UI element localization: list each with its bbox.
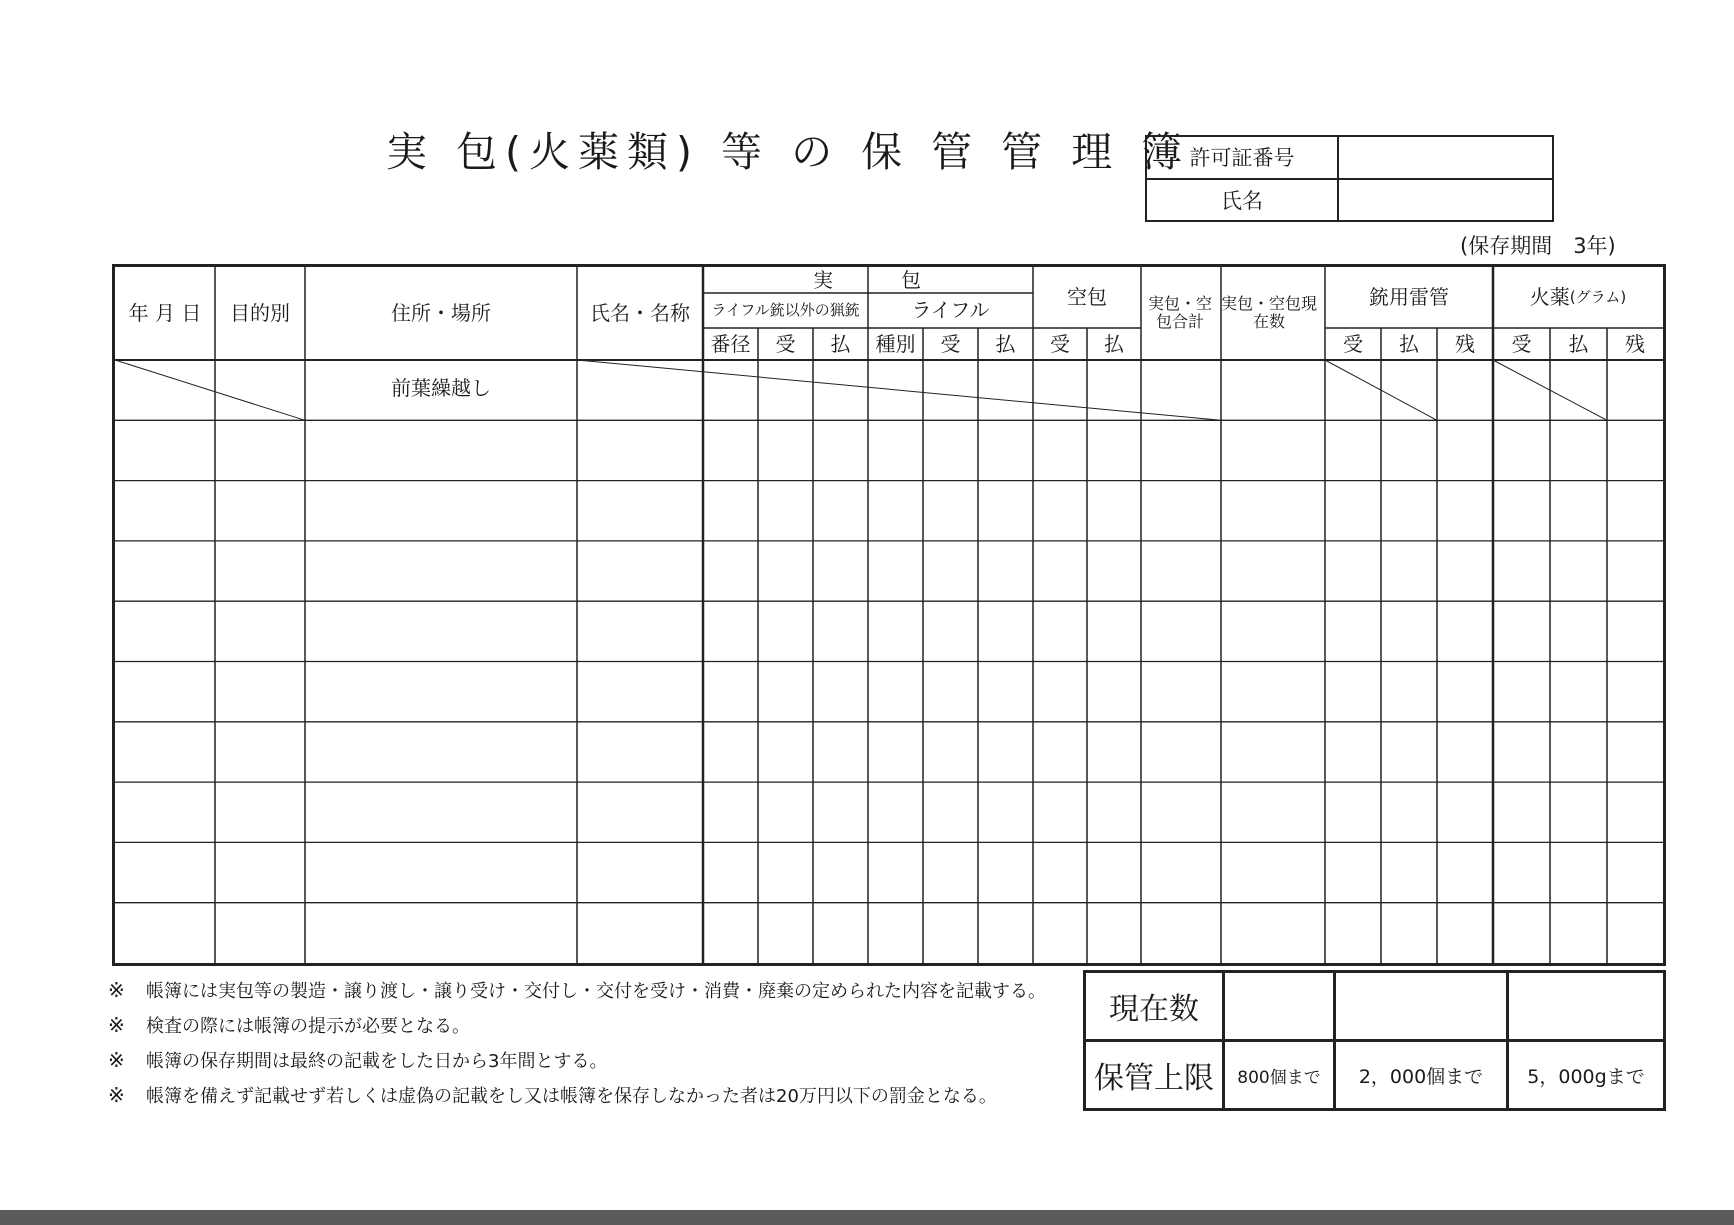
permit-info-box — [1145, 135, 1554, 222]
note-mark: ※ — [108, 1012, 125, 1037]
note-text: 帳簿の保存期間は最終の記載をした日から3年間とする。 — [146, 1050, 608, 1072]
holder-name-label: 氏名 — [1146, 179, 1338, 222]
summary-box — [1083, 970, 1666, 1111]
header-primer-receive: 受 — [1343, 331, 1363, 356]
current-ammo-field[interactable] — [1224, 972, 1335, 1041]
note-item — [108, 972, 1083, 1007]
note-text: 帳簿を備えず記載せず若しくは虚偽の記載をし又は帳簿を保存しなかった者は20万円以下の罰金となる。 — [146, 1085, 997, 1107]
header-nonrifle-receive: 受 — [775, 331, 796, 356]
header-powder-receive: 受 — [1511, 331, 1532, 356]
header-kind: 種別 — [875, 331, 916, 356]
header-rifle-receive: 受 — [940, 331, 961, 356]
retention-period-note: (保存期間 3年) — [1460, 234, 1616, 258]
note-mark: ※ — [108, 1082, 125, 1107]
header-powder-label: 火薬 — [1529, 285, 1570, 309]
carryover-diagonal — [577, 360, 1221, 420]
note-mark: ※ — [108, 1047, 125, 1072]
header-empty-shell: 空包 — [1067, 285, 1107, 309]
header-gauge: 番径 — [710, 331, 751, 356]
storage-limit-label: 保管上限 — [1085, 1041, 1224, 1110]
carryover-diagonal — [115, 360, 305, 420]
page-title: 実 包(火薬類) 等 の 保 管 管 理 簿 — [386, 128, 1191, 176]
note-text: 検査の際には帳簿の提示が必要となる。 — [146, 1015, 470, 1037]
header-purpose: 目的別 — [230, 301, 290, 325]
header-non-rifle-gun: ライフル銃以外の猟銃 — [711, 300, 860, 319]
note-text: 帳簿には実包等の製造・譲り渡し・譲り受け・交付し・交付を受け・消費・廃棄の定められた内容を記載する。 — [146, 980, 1046, 1002]
note-item — [108, 1007, 1083, 1042]
header-address: 住所・場所 — [391, 301, 491, 325]
limit-primer-value: 2，000個まで — [1335, 1041, 1508, 1110]
note-item — [108, 1042, 1083, 1077]
header-empty-pay: 払 — [1104, 331, 1124, 356]
header-rifle: ライフル — [911, 298, 990, 322]
note-mark: ※ — [108, 977, 125, 1002]
limit-powder-value: 5，000gまで — [1508, 1041, 1665, 1110]
ledger-table — [112, 264, 1666, 966]
carryover-label: 前葉繰越し — [391, 375, 491, 400]
current-count-label: 現在数 — [1085, 972, 1224, 1041]
header-live-ammo: 実 包 — [813, 267, 923, 292]
header-name: 氏名・名称 — [590, 301, 690, 325]
notes-list — [108, 972, 1083, 1112]
current-powder-field[interactable] — [1508, 972, 1665, 1041]
note-item — [108, 1077, 1083, 1112]
permit-number-label: 許可証番号 — [1146, 136, 1338, 179]
current-primer-field[interactable] — [1335, 972, 1508, 1041]
header-nonrifle-pay: 払 — [830, 331, 851, 356]
limit-ammo-value: 800個まで — [1224, 1041, 1335, 1110]
header-powder-pay: 払 — [1568, 331, 1589, 356]
header-current-count: 実包・空包現在数 — [1221, 293, 1318, 331]
header-powder-unit: (グラム) — [1569, 287, 1627, 306]
permit-number-field[interactable] — [1338, 136, 1553, 179]
header-powder — [1493, 267, 1663, 328]
header-powder-balance: 残 — [1625, 331, 1645, 356]
header-primer-pay: 払 — [1399, 331, 1419, 356]
holder-name-field[interactable] — [1338, 179, 1553, 222]
header-primer: 銃用雷管 — [1369, 285, 1449, 309]
header-primer-balance: 残 — [1455, 331, 1475, 356]
header-total: 実包・空包合計 — [1147, 293, 1212, 331]
header-rifle-pay: 払 — [995, 331, 1016, 356]
header-empty-receive: 受 — [1050, 331, 1070, 356]
scan-bottom-edge — [0, 1210, 1734, 1225]
header-date: 年 月 日 — [128, 301, 202, 325]
